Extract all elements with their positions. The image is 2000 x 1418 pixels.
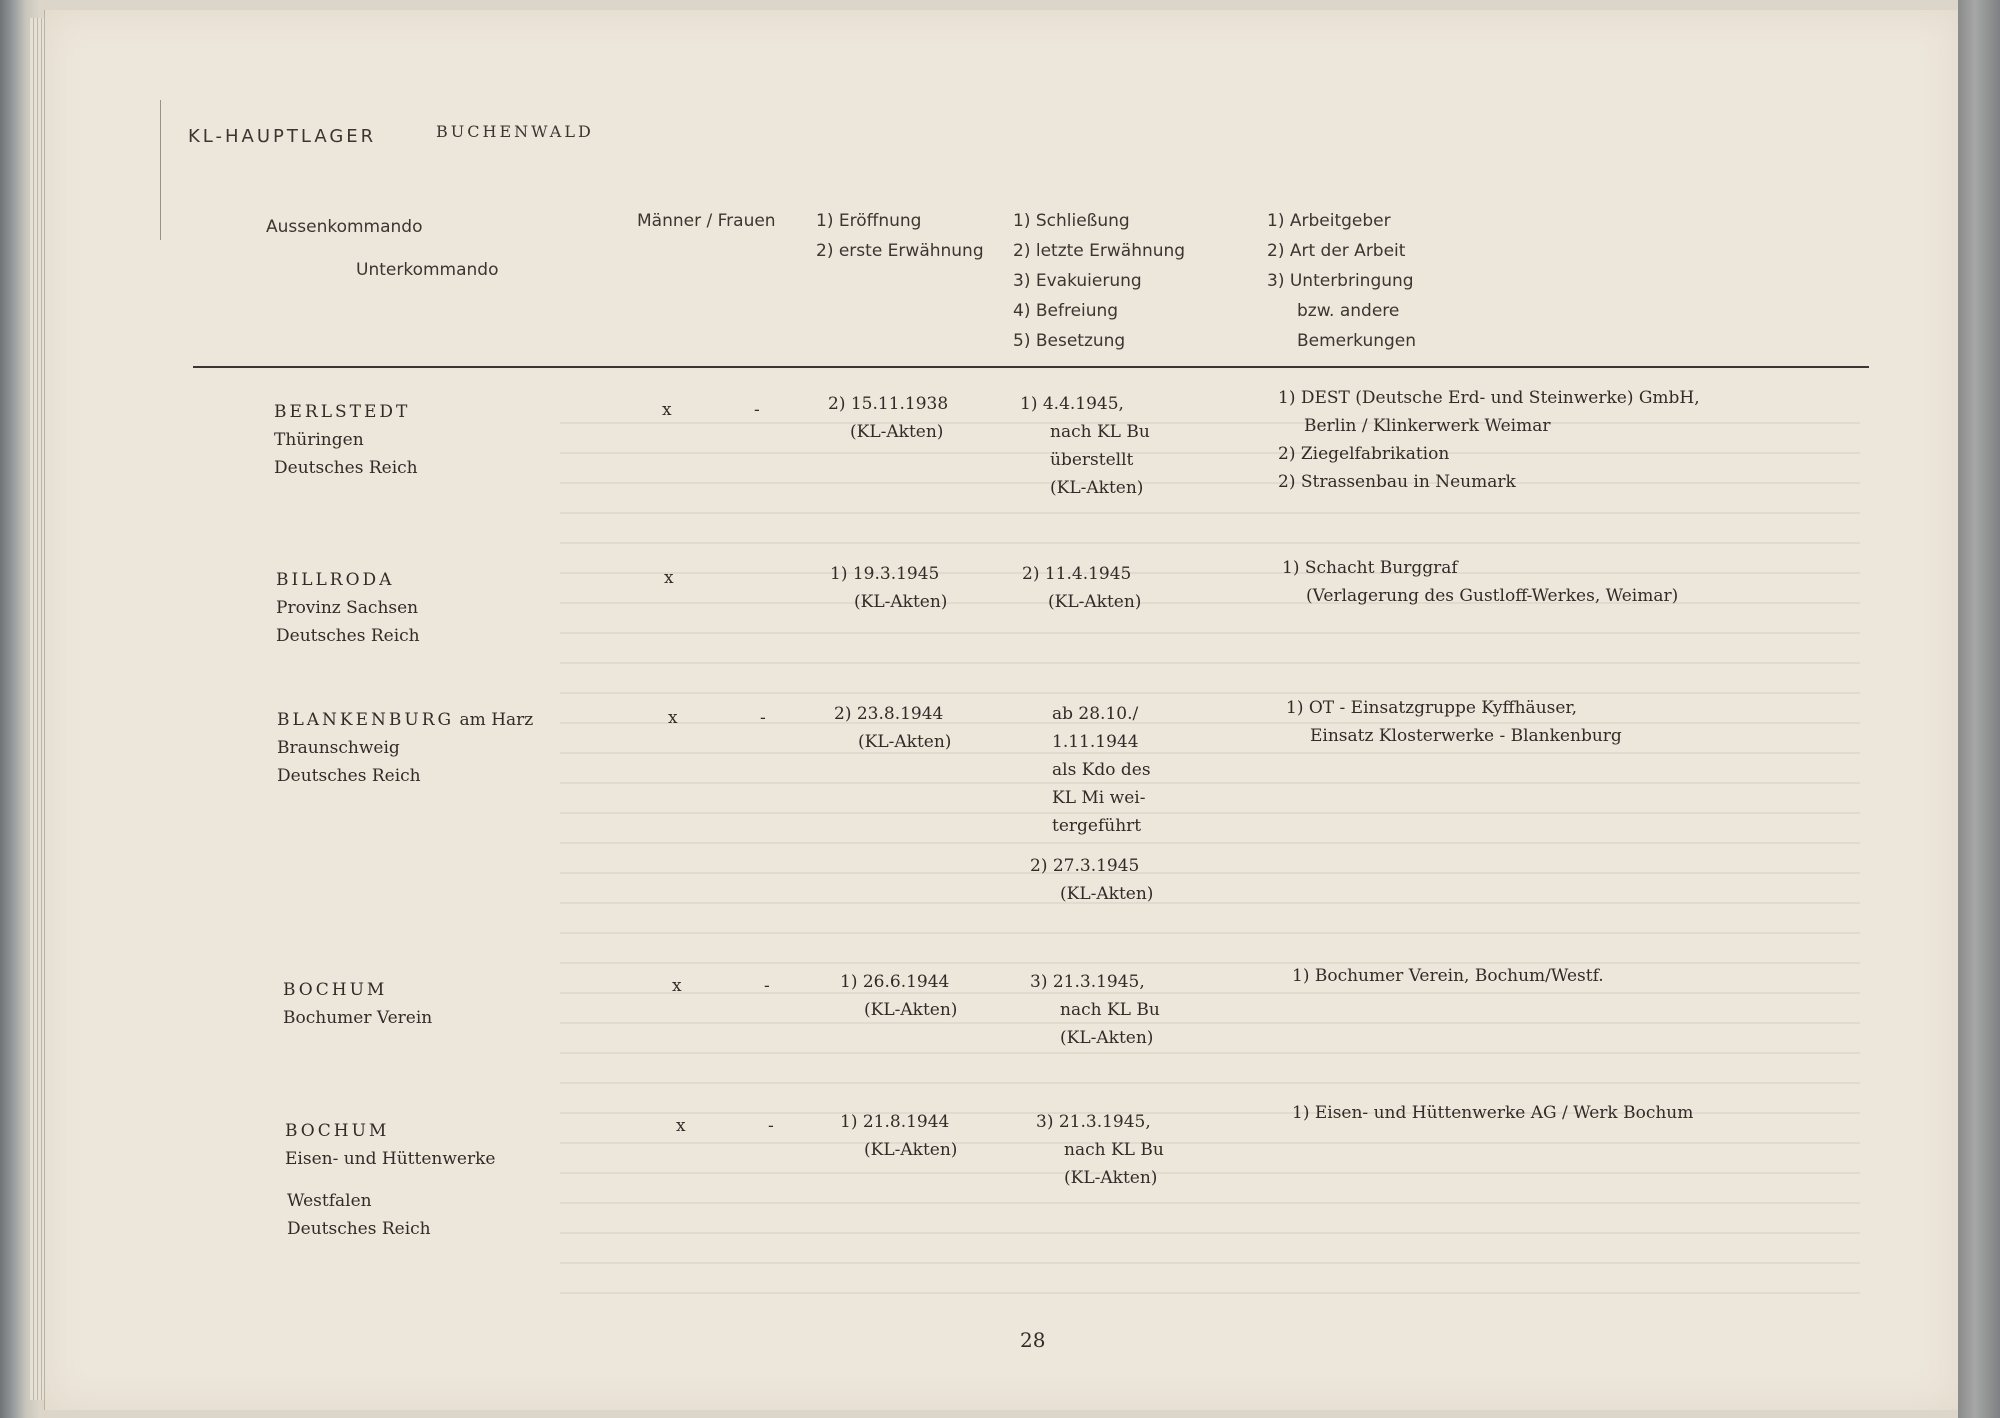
men-mark: x: [676, 1116, 686, 1136]
closing-date: [1036, 1108, 1164, 1192]
women-mark: -: [768, 1116, 774, 1136]
camp-country: Deutsches Reich: [274, 458, 418, 478]
header-maenner-frauen: Männer / Frauen: [637, 211, 776, 231]
page-title: KL-HAUPTLAGER: [188, 126, 377, 147]
header-col5: [1267, 206, 1416, 356]
camp-region: Braunschweig: [277, 738, 400, 758]
closing-line: 3) 21.3.1945,: [1030, 972, 1145, 992]
opening-line: (KL-Akten): [854, 592, 948, 612]
header-col5-line: 3) Unterbringung: [1267, 271, 1414, 291]
header-unterkommando: Unterkommando: [356, 260, 499, 280]
row-name-location: [287, 1187, 431, 1243]
header-col3-line: 2) erste Erwähnung: [816, 241, 984, 261]
row-name: [283, 976, 432, 1032]
closing-line: (KL-Akten): [1060, 884, 1154, 904]
remarks: [1282, 554, 1678, 610]
bleed-through: [560, 400, 1860, 1300]
closing-line: nach KL Bu: [1050, 422, 1150, 442]
header-col3-line: 1) Eröffnung: [816, 211, 922, 231]
camp-name: BOCHUM: [283, 980, 388, 1000]
header-col4-line: 4) Befreiung: [1013, 301, 1119, 321]
closing-line: überstellt: [1050, 450, 1134, 470]
opening-line: 1) 21.8.1944: [840, 1112, 950, 1132]
remarks-line: (Verlagerung des Gustloff-Werkes, Weimar): [1306, 586, 1679, 606]
closing-line: 1) 4.4.1945,: [1020, 394, 1124, 414]
women-mark: -: [754, 400, 760, 420]
opening-line: 1) 19.3.1945: [830, 564, 940, 584]
closing-line: 2) 27.3.1945: [1030, 856, 1140, 876]
header-col5-line: bzw. andere: [1297, 301, 1400, 321]
header-col3: [816, 206, 984, 266]
opening-line: (KL-Akten): [850, 422, 944, 442]
remarks: [1292, 1099, 1693, 1127]
camp-name: BILLRODA: [276, 570, 395, 590]
opening-line: 1) 26.6.1944: [840, 972, 950, 992]
camp-country: Deutsches Reich: [276, 626, 420, 646]
cover-edge: [1958, 0, 2000, 1418]
remarks-line: 1) Bochumer Verein, Bochum/Westf.: [1292, 966, 1604, 986]
header-col5-line: 1) Arbeitgeber: [1267, 211, 1391, 231]
remarks: [1292, 962, 1604, 990]
row-name: [274, 398, 418, 482]
opening-date: [840, 968, 957, 1024]
remarks-line: 2) Ziegelfabrikation: [1278, 444, 1450, 464]
remarks: [1278, 384, 1700, 496]
camp-country: Deutsches Reich: [277, 766, 421, 786]
closing-line: (KL-Akten): [1050, 478, 1144, 498]
page-stack-edge: [30, 18, 44, 1400]
camp-name: BERLSTEDT: [274, 402, 411, 422]
header-col5-line: Bemerkungen: [1297, 331, 1417, 351]
remarks-line: 1) OT - Einsatzgruppe Kyffhäuser,: [1286, 698, 1578, 718]
remarks: [1286, 694, 1622, 750]
closing-line: (KL-Akten): [1064, 1168, 1158, 1188]
camp-name: BLANKENBURG: [277, 710, 455, 730]
camp-name: BOCHUM: [285, 1121, 390, 1141]
closing-line: (KL-Akten): [1048, 592, 1142, 612]
closing-line: 2) 11.4.1945: [1022, 564, 1132, 584]
closing-date: [1030, 968, 1160, 1052]
remarks-line: 1) Schacht Burggraf: [1282, 558, 1458, 578]
closing-line: nach KL Bu: [1064, 1140, 1164, 1160]
camp-region: Westfalen: [287, 1191, 372, 1211]
camp-region: Bochumer Verein: [283, 1008, 433, 1028]
opening-line: (KL-Akten): [864, 1140, 958, 1160]
remarks-line: 1) DEST (Deutsche Erd- und Steinwerke) GmbH,: [1278, 388, 1700, 408]
header-aussenkommando: Aussenkommando: [266, 217, 423, 237]
closing-line: ab 28.10./: [1052, 704, 1139, 724]
closing-line: nach KL Bu: [1060, 1000, 1160, 1020]
closing-line: KL Mi wei-: [1052, 788, 1146, 808]
women-mark: -: [760, 708, 766, 728]
camp-region: Eisen- und Hüttenwerke: [285, 1149, 496, 1169]
closing-line: als Kdo des: [1052, 760, 1151, 780]
closing-line: (KL-Akten): [1060, 1028, 1154, 1048]
row-name: [276, 566, 420, 650]
closing-date: [1022, 560, 1141, 616]
camp-region: Provinz Sachsen: [276, 598, 419, 618]
row-name: [277, 706, 533, 790]
page-subtitle: BUCHENWALD: [436, 122, 594, 141]
opening-date: [828, 390, 948, 446]
header-rule: [193, 366, 1869, 368]
header-col4: [1013, 206, 1185, 356]
camp-country: Deutsches Reich: [287, 1219, 431, 1239]
remarks-line: 2) Strassenbau in Neumark: [1278, 472, 1516, 492]
remarks-line: Berlin / Klinkerwerk Weimar: [1304, 416, 1551, 436]
closing-line: tergeführt: [1052, 816, 1142, 836]
opening-line: 2) 15.11.1938: [828, 394, 949, 414]
men-mark: x: [664, 568, 674, 588]
men-mark: x: [668, 708, 678, 728]
men-mark: x: [662, 400, 672, 420]
camp-region: Thüringen: [274, 430, 364, 450]
closing-date: [1052, 700, 1151, 840]
women-mark: -: [764, 976, 770, 996]
camp-name-suffix: am Harz: [459, 710, 534, 730]
closing-date-2: [1030, 852, 1153, 908]
header-col4-line: 5) Besetzung: [1013, 331, 1126, 351]
header-col4-line: 1) Schließung: [1013, 211, 1130, 231]
margin-mark: [160, 100, 161, 240]
page-number: 28: [1020, 1328, 1046, 1352]
opening-date: [834, 700, 951, 756]
closing-line: 1.11.1944: [1052, 732, 1139, 752]
header-col4-line: 2) letzte Erwähnung: [1013, 241, 1186, 261]
opening-line: 2) 23.8.1944: [834, 704, 944, 724]
row-name: [285, 1117, 495, 1173]
header-col4-line: 3) Evakuierung: [1013, 271, 1142, 291]
opening-date: [830, 560, 947, 616]
header-col5-line: 2) Art der Arbeit: [1267, 241, 1406, 261]
remarks-line: Einsatz Klosterwerke - Blankenburg: [1310, 726, 1622, 746]
men-mark: x: [672, 976, 682, 996]
closing-line: 3) 21.3.1945,: [1036, 1112, 1151, 1132]
opening-line: (KL-Akten): [864, 1000, 958, 1020]
remarks-line: 1) Eisen- und Hüttenwerke AG / Werk Bochum: [1292, 1103, 1694, 1123]
opening-line: (KL-Akten): [858, 732, 952, 752]
closing-date: [1020, 390, 1150, 502]
opening-date: [840, 1108, 957, 1164]
